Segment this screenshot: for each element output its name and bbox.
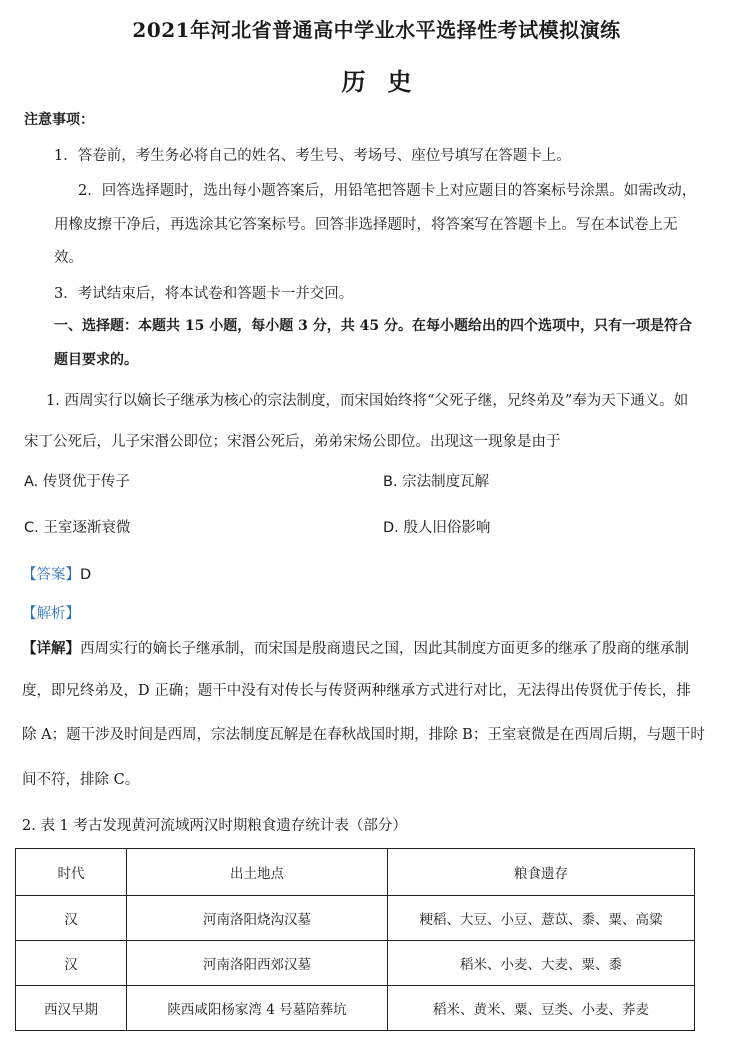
notice-item-3: 3．考试结束后，将本试卷和答题卡一并交回。	[54, 286, 354, 302]
section-heading-cont: 题目要求的。	[54, 352, 138, 368]
table-cell: 稻米、小麦、大麦、粟、黍	[388, 941, 695, 986]
answer-value: D	[80, 567, 92, 583]
table-header-cell: 粮食遗存	[388, 849, 695, 896]
q1-detail-cont-3: 间不符，排除 C。	[22, 772, 140, 788]
table-header-cell: 时代	[16, 849, 127, 896]
exam-title: 2021年河北省普通高中学业水平选择性考试模拟演练	[132, 18, 621, 42]
notice-item-2: 2．回答选择题时，选出每小题答案后，用铅笔把答题卡上对应题目的答案标号涂黑。如需改动，	[78, 183, 697, 199]
answer-tag: 【答案】	[22, 567, 80, 583]
table-cell: 河南洛阳烧沟汉墓	[127, 896, 388, 941]
q1-detail-cont-2: 除 A；题干涉及时间是西周，宗法制度瓦解是在春秋战国时期，排除 B；王室衰微是在西周后期，与题干时	[22, 727, 705, 743]
table-cell: 陕西咸阳杨家湾 4 号墓陪葬坑	[127, 986, 388, 1031]
q1-option-c: C. 王室逐渐衰微	[24, 520, 131, 536]
q1-stem: 1. 西周实行以嫡长子继承为核心的宗法制度，而宋国始终将“父死子继，兄终弟及”奉为天下通义。如	[46, 393, 689, 409]
table-cell: 汉	[16, 941, 127, 986]
section-heading: 一、选择题：本题共 15 小题，每小题 3 分，共 45 分。在每小题给出的四个选项中，只有一项是符合	[54, 318, 692, 334]
subject-title: 历史	[341, 67, 434, 96]
q1-option-d: D. 殷人旧俗影响	[383, 520, 491, 536]
table-cell: 西汉早期	[16, 986, 127, 1031]
grain-table	[15, 848, 695, 1031]
notice-item-2-end: 效。	[54, 250, 83, 266]
q1-option-a: A. 传贤优于传子	[24, 474, 130, 490]
detail-tag: 【详解】	[22, 640, 80, 657]
notice-item-1: 1．答卷前，考生务必将自己的姓名、考生号、考场号、座位号填写在答题卡上。	[54, 148, 571, 164]
q1-detail-cont-1: 度，即兄终弟及，D 正确；题干中没有对传长与传贤两种继承方式进行对比，无法得出传贤优于传长，排	[22, 683, 691, 699]
table-cell: 汉	[16, 896, 127, 941]
notice-heading: 注意事项：	[24, 112, 94, 128]
table-row	[16, 986, 695, 1031]
q1-detail	[22, 637, 689, 658]
notice-item-2-cont: 用橡皮擦干净后，再选涂其它答案标号。回答非选择题时，将答案写在答题卡上。写在本试卷上无	[54, 217, 678, 233]
table-cell: 稻米、黄米、粟、豆类、小麦、荞麦	[388, 986, 695, 1031]
table-cell: 粳稻、大豆、小豆、薏苡、黍、粟、高粱	[388, 896, 695, 941]
table-header-cell: 出土地点	[127, 849, 388, 896]
analysis-tag: 【解析】	[22, 606, 80, 622]
table-cell: 河南洛阳西郊汉墓	[127, 941, 388, 986]
table-row	[16, 941, 695, 986]
q1-answer	[22, 563, 91, 584]
q1-option-b: B. 宗法制度瓦解	[383, 474, 490, 490]
table-row	[16, 896, 695, 941]
detail-text: 西周实行的嫡长子继承制，而宋国是殷商遗民之国，因此其制度方面更多的继承了殷商的继承制	[80, 641, 689, 657]
q2-caption: 2. 表 1 考古发现黄河流域两汉时期粮食遗存统计表（部分）	[22, 818, 407, 834]
q1-stem-cont: 宋丁公死后，儿子宋湣公即位；宋湣公死后，弟弟宋炀公即位。出现这一现象是由于	[24, 434, 561, 450]
table-header-row	[16, 849, 695, 896]
